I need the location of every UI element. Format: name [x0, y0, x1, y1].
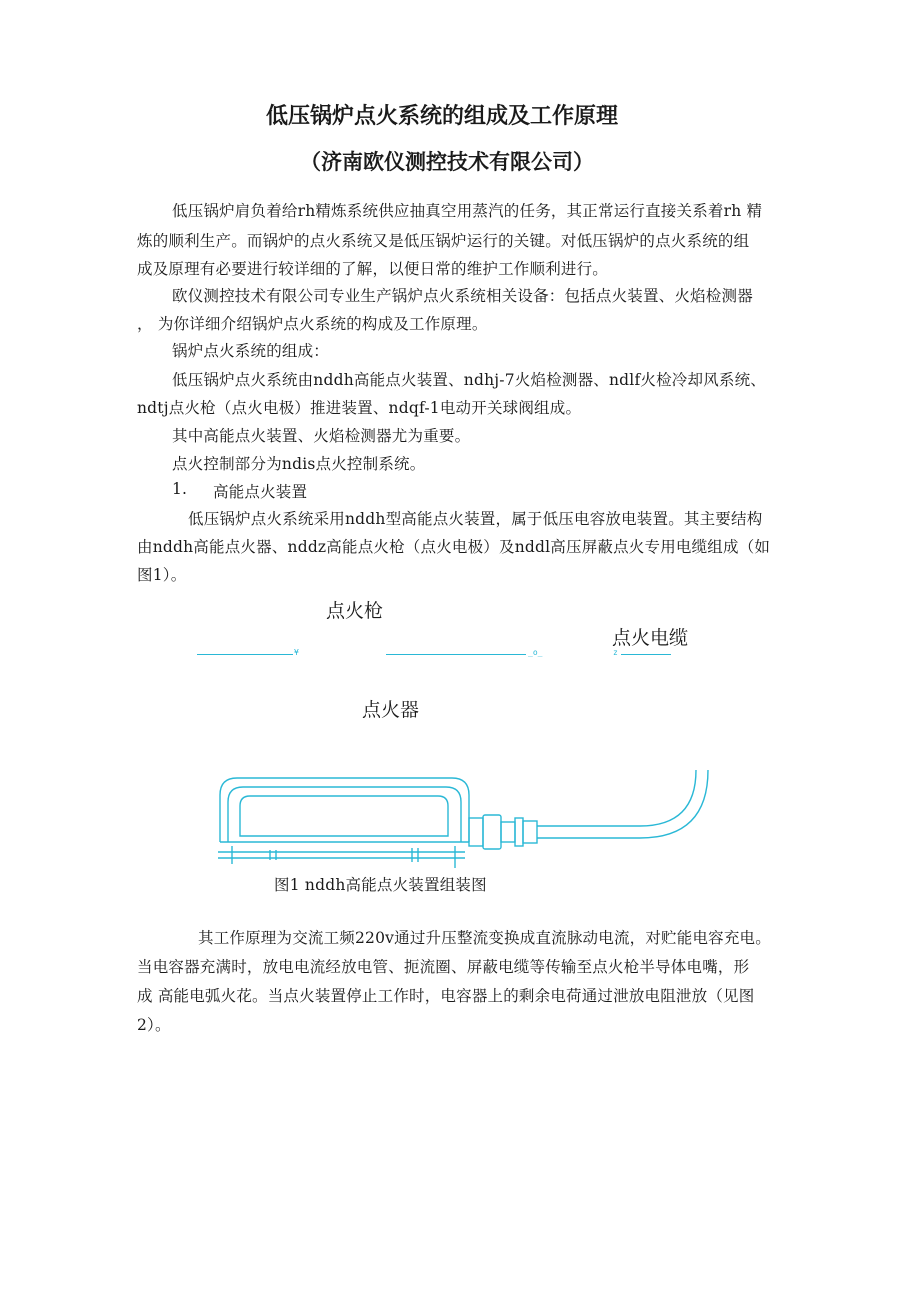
- figure-label-igniter: 点火器: [362, 699, 420, 721]
- paragraph-line: 成 高能电弧火花。当点火装置停止工作时，电容器上的剩余电荷通过泄放电阻泄放（见图: [137, 987, 755, 1005]
- paragraph-line: 图1）。: [137, 566, 187, 584]
- page-title: 低压锅炉点火系统的组成及工作原理: [266, 104, 619, 129]
- cable: [537, 770, 708, 838]
- connector-nut: [483, 815, 501, 849]
- figure-label-gun: 点火枪: [326, 600, 384, 622]
- paragraph-line: 锅炉点火系统的组成：: [172, 342, 330, 360]
- paragraph-line: 成及原理有必要进行较详细的了解，以便日常的维护工作顺利进行。: [137, 260, 609, 278]
- connector-ring: [523, 821, 537, 843]
- paragraph-line: 低压锅炉肩负着给rh精炼系统供应抽真空用蒸汽的任务，其正常运行直接关系着rh 精: [172, 202, 763, 220]
- paragraph-line: 点火控制部分为ndis点火控制系统。: [172, 455, 426, 473]
- paragraph-line: 低压锅炉点火系统由nddh高能点火装置、ndhj-7火焰检测器、ndlf火检冷却风系统、: [172, 371, 767, 389]
- section-heading: 高能点火装置: [213, 483, 308, 501]
- paragraph-line: 由nddh高能点火器、nddz高能点火枪（点火电极）及nddl高压屏蔽点火专用电缆组成（如: [137, 538, 771, 556]
- paragraph-line: 炼的顺利生产。而锅炉的点火系统又是低压锅炉运行的关键。对低压锅炉的点火系统的组: [137, 232, 750, 250]
- paragraph-line: 低压锅炉点火系统采用nddh型高能点火装置，属于低压电容放电装置。其主要结构: [188, 510, 763, 528]
- paragraph-line: ndtj点火枪（点火电极）推进装置、ndqf-1电动开关球阀组成。: [137, 399, 582, 417]
- paragraph-line: 2）。: [137, 1016, 171, 1034]
- dimension-mark: ¥: [294, 648, 299, 657]
- cable: [537, 770, 696, 826]
- paragraph-line: 其中高能点火装置、火焰检测器尤为重要。: [172, 427, 471, 445]
- igniter-housing-inner: [228, 787, 461, 842]
- igniter-inner-frame: [240, 796, 448, 836]
- paragraph-line: 当电容器充满时，放电电流经放电管、扼流圈、屏蔽电缆等传输至点火枪半导体电嘴，形: [137, 958, 750, 976]
- figure-caption: 图1 nddh高能点火装置组装图: [274, 876, 487, 894]
- connector-sleeve: [501, 822, 515, 842]
- dimension-mark: _o_: [528, 648, 543, 657]
- connector-ring: [515, 818, 523, 846]
- figure-label-cable: 点火电缆: [612, 627, 689, 649]
- paragraph-line: 其工作原理为交流工频220v通过升压整流变换成直流脉动电流，对贮能电容充电。: [198, 929, 771, 947]
- connector-block: [469, 818, 483, 846]
- page-subtitle: （济南欧仪测控技术有限公司）: [300, 150, 594, 174]
- section-number: 1.: [172, 480, 188, 498]
- dimension-mark: z: [613, 648, 618, 657]
- paragraph-line: 欧仪测控技术有限公司专业生产锅炉点火系统相关设备：包括点火装置、火焰检测器: [172, 287, 753, 305]
- paragraph-line: ， 为你详细介绍锅炉点火系统的构成及工作原理。: [137, 315, 488, 333]
